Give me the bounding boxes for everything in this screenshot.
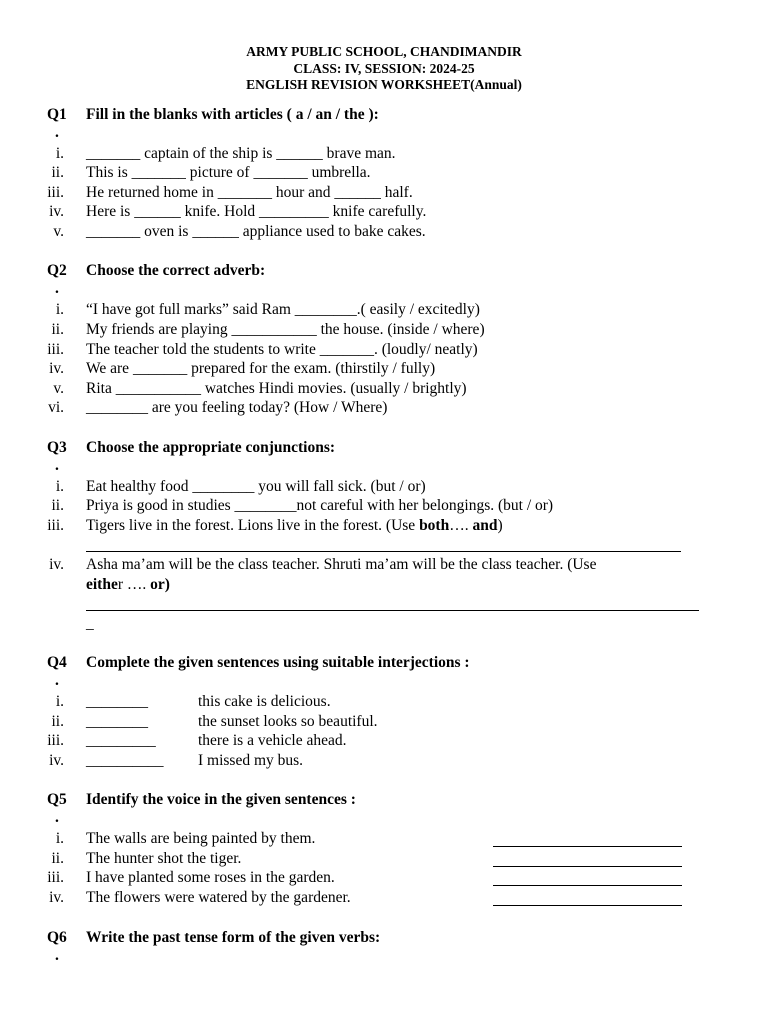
q2-item xyxy=(0,360,768,379)
q5-item xyxy=(0,869,768,888)
question-number: Q5 xyxy=(47,791,67,808)
question-dot: . xyxy=(55,672,59,689)
item-number: iv. xyxy=(49,556,64,573)
q5-item xyxy=(0,850,768,869)
q1-item xyxy=(0,203,768,222)
blank[interactable]: __________ xyxy=(86,752,164,769)
question-dot: . xyxy=(55,280,59,297)
blank[interactable]: ________ xyxy=(86,713,148,730)
item-text: this cake is delicious. xyxy=(198,693,331,710)
item-number: iv. xyxy=(49,889,64,906)
item-number: i. xyxy=(55,693,64,710)
item-text: _______ oven is ______ appliance used to bake cakes. xyxy=(86,223,426,240)
q2-item xyxy=(0,341,768,360)
q4-item xyxy=(0,713,768,732)
q1-item xyxy=(0,223,768,242)
q1-item xyxy=(0,145,768,164)
item-number: iv. xyxy=(49,360,64,377)
item-text: The walls are being painted by them. xyxy=(86,830,316,847)
question-title: Write the past tense form of the given verbs: xyxy=(86,929,381,946)
class-session: CLASS: IV, SESSION: 2024-25 xyxy=(293,60,475,76)
item-number: v. xyxy=(53,380,64,397)
question-number: Q6 xyxy=(47,929,67,946)
q3-item xyxy=(0,497,768,516)
item-text: “I have got full marks” said Ram ________.( easily / excitedly) xyxy=(86,301,480,318)
q1-item xyxy=(0,164,768,183)
bold-keyword: and xyxy=(472,517,498,534)
item-text: Here is ______ knife. Hold _________ knife carefully. xyxy=(86,203,427,220)
item-text: The flowers were watered by the gardener. xyxy=(86,889,351,906)
item-text-part: ) xyxy=(497,517,503,534)
school-name: ARMY PUBLIC SCHOOL, CHANDIMANDIR xyxy=(246,44,522,59)
worksheet-header xyxy=(0,44,768,94)
question-dot: . xyxy=(55,947,59,964)
item-text xyxy=(86,576,170,594)
item-number: i. xyxy=(55,145,64,162)
blank[interactable]: ________ xyxy=(86,693,148,710)
item-text: Asha ma’am will be the class teacher. Shruti ma’am will be the class teacher. (Use xyxy=(86,556,597,573)
item-text: I have planted some roses in the garden. xyxy=(86,869,335,886)
item-number: ii. xyxy=(51,850,64,867)
question-number: Q4 xyxy=(47,654,67,671)
item-text: Rita ___________ watches Hindi movies. (usually / brightly) xyxy=(86,380,467,397)
blank[interactable]: _________ xyxy=(86,732,156,749)
question-title: Choose the appropriate conjunctions: xyxy=(86,439,336,456)
item-text: Eat healthy food ________ you will fall sick. (but / or) xyxy=(86,478,426,495)
q5-item xyxy=(0,889,768,908)
answer-line-tail xyxy=(0,615,768,634)
item-text: ________ are you feeling today? (How / Where) xyxy=(86,399,388,416)
item-text: He returned home in _______ hour and ______ half. xyxy=(86,184,413,201)
item-text: the sunset looks so beautiful. xyxy=(198,713,378,730)
tail-underscore: _ xyxy=(86,615,94,632)
q1-item xyxy=(0,184,768,203)
question-dot: . xyxy=(55,809,59,826)
item-text-part: Tigers live in the forest. Lions live in the forest. (Use xyxy=(86,517,420,534)
bold-keyword: both xyxy=(419,517,450,534)
item-text: Priya is good in studies ________not careful with her belongings. (but / or) xyxy=(86,497,554,514)
bold-keyword: or) xyxy=(150,576,170,593)
item-number: ii. xyxy=(51,321,64,338)
question-title: Choose the correct adverb: xyxy=(86,262,266,279)
item-text: My friends are playing ___________ the house. (inside / where) xyxy=(86,321,485,338)
q2-item xyxy=(0,321,768,340)
item-text: I missed my bus. xyxy=(198,752,304,769)
q3-item xyxy=(0,478,768,497)
question-number: Q3 xyxy=(47,439,67,456)
q4-item xyxy=(0,693,768,712)
question-number: Q2 xyxy=(47,262,67,279)
q2-item xyxy=(0,399,768,418)
answer-line[interactable] xyxy=(493,866,682,867)
item-text: The teacher told the students to write _______. (loudly/ neatly) xyxy=(86,341,478,358)
answer-line[interactable] xyxy=(86,610,699,611)
item-text: _______ captain of the ship is ______ brave man. xyxy=(86,145,396,162)
worksheet-title: ENGLISH REVISION WORKSHEET(Annual) xyxy=(246,77,522,92)
answer-line[interactable] xyxy=(493,846,682,847)
item-text xyxy=(86,517,503,535)
question-title: Identify the voice in the given sentences : xyxy=(86,791,356,808)
q5-item xyxy=(0,830,768,849)
question-number: Q1 xyxy=(47,106,67,123)
item-text: The hunter shot the tiger. xyxy=(86,850,242,867)
q4-item xyxy=(0,752,768,771)
item-number: ii. xyxy=(51,713,64,730)
question-title: Fill in the blanks with articles ( a / an / the ): xyxy=(86,106,379,123)
item-text-part: …. xyxy=(449,517,473,534)
q3-item-continued xyxy=(0,576,768,595)
q2-item xyxy=(0,301,768,320)
answer-line[interactable] xyxy=(493,905,682,906)
item-number: iii. xyxy=(47,341,64,358)
item-number: iii. xyxy=(47,732,64,749)
item-text: This is _______ picture of _______ umbrella. xyxy=(86,164,371,181)
item-number: iii. xyxy=(47,517,64,534)
item-number: vi. xyxy=(48,399,64,416)
item-number: iii. xyxy=(47,184,64,201)
q4-item xyxy=(0,732,768,751)
item-number: iii. xyxy=(47,869,64,886)
item-text: We are _______ prepared for the exam. (thirstily / fully) xyxy=(86,360,436,377)
q3-item xyxy=(0,517,768,536)
item-text: there is a vehicle ahead. xyxy=(198,732,347,749)
answer-line[interactable] xyxy=(86,551,681,552)
bold-keyword: eithe xyxy=(86,576,118,593)
item-number: i. xyxy=(55,478,64,495)
item-number: iv. xyxy=(49,203,64,220)
item-number: iv. xyxy=(49,752,64,769)
item-number: i. xyxy=(55,301,64,318)
question-title: Complete the given sentences using suitable interjections : xyxy=(86,654,470,671)
question-dot: . xyxy=(55,124,59,141)
q2-item xyxy=(0,380,768,399)
q3-item xyxy=(0,556,768,575)
answer-line[interactable] xyxy=(493,885,682,886)
item-text-part: r …. xyxy=(117,576,151,593)
item-number: i. xyxy=(55,830,64,847)
question-dot: . xyxy=(55,457,59,474)
item-number: ii. xyxy=(51,164,64,181)
item-number: v. xyxy=(53,223,64,240)
item-number: ii. xyxy=(51,497,64,514)
